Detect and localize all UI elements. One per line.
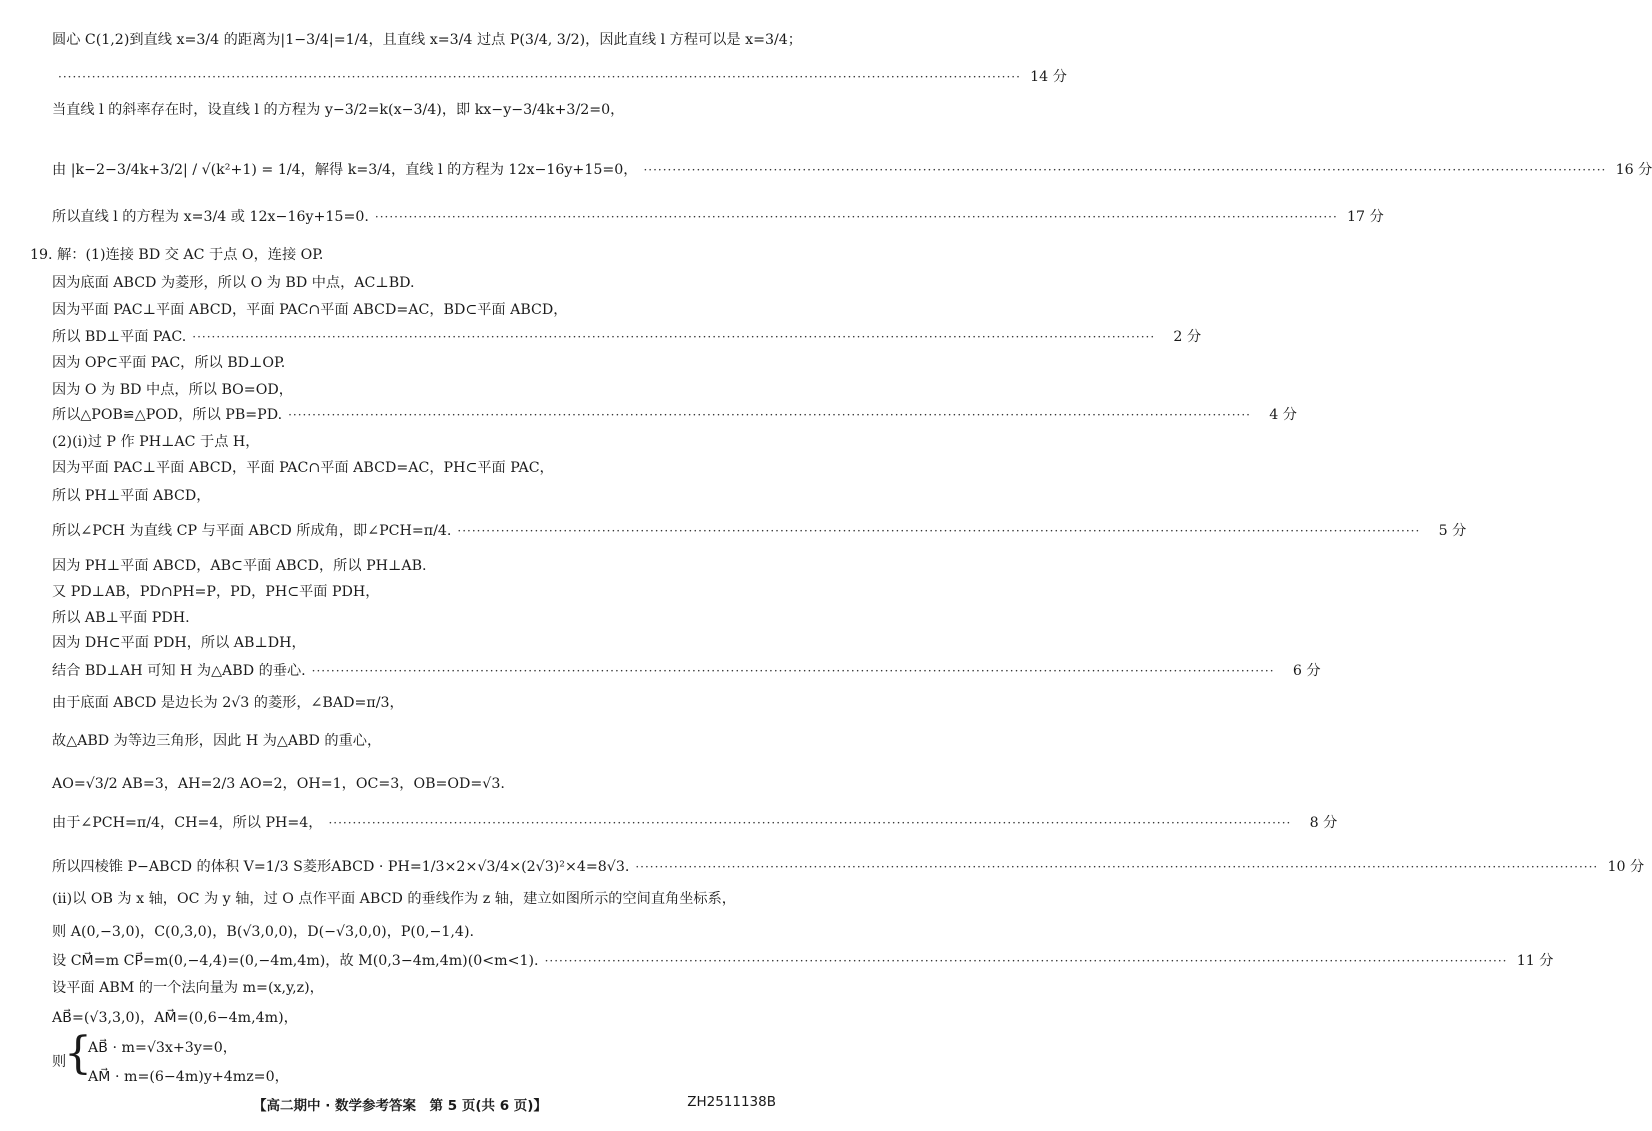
score-mark: 4 分 — [1269, 407, 1297, 423]
score-mark: 6 分 — [1292, 663, 1321, 679]
dot-leader: ········································································································································································································ — [544, 954, 1508, 968]
solution-line — [0, 486, 800, 506]
line-text: 由于∠PCH=π/4，CH=4，所以 PH=4， — [52, 815, 323, 831]
line-text: 所以直线 l 的方程为 x=3/4 或 12x−16y+15=0. — [52, 209, 369, 225]
line-text: (ⅱ)以 OB 为 x 轴，OC 为 y 轴，过 O 点作平面 ABCD 的垂线作为 z 轴，建立如图所示的空间直角坐标系， — [52, 891, 736, 907]
line-text: 所以 PH⊥平面 ABCD， — [52, 488, 211, 504]
solution-line — [0, 731, 800, 751]
line-text: 结合 BD⊥AH 可知 H 为△ABD 的垂心. — [52, 663, 306, 679]
line-text: 故△ABD 为等边三角形，因此 H 为△ABD 的重心， — [52, 733, 382, 749]
dot-leader: ········································································································································································································ — [374, 210, 1338, 224]
line-text: AB⃗=(√3,3,0)，AM⃗=(0,6−4m,4m)， — [52, 1010, 298, 1026]
solution-line — [0, 693, 800, 713]
line-text: 因为 DH⊂平面 PDH，所以 AB⊥DH， — [52, 635, 306, 651]
solution-line — [0, 813, 1338, 833]
score-mark: 8 分 — [1309, 815, 1338, 831]
solution-line — [0, 661, 1321, 681]
page-footer — [0, 1094, 800, 1116]
line-text: AB⃗ · m=√3x+3y=0， — [88, 1040, 237, 1056]
score-mark: 16 分 — [1615, 162, 1652, 178]
footer-title: 【高二期中 · 数学参考答案 第 5 页(共 6 页)】 — [253, 1098, 547, 1114]
system-brace: { — [64, 1028, 92, 1079]
solution-line — [0, 922, 800, 942]
solution-line — [0, 1008, 800, 1028]
line-text: 因为 O 为 BD 中点，所以 BO=OD， — [52, 382, 293, 398]
solution-line — [0, 207, 1384, 227]
line-text: 因为 OP⊂平面 PAC，所以 BD⊥OP. — [52, 355, 286, 371]
score-mark: 11 分 — [1516, 953, 1554, 969]
score-mark: 2 分 — [1173, 329, 1202, 345]
line-text: 所以 AB⊥平面 PDH. — [52, 610, 190, 626]
line-text: 所以∠PCH 为直线 CP 与平面 ABCD 所成角，即∠PCH=π/4. — [52, 523, 452, 539]
solution-line — [0, 300, 800, 320]
line-text: 圆心 C(1,2)到直线 x=3/4 的距离为|1−3/4|=1/4，且直线 x=3/4 过点 P(3/4, 3/2)，因此直线 l 方程可以是 x=3/4； — [52, 32, 802, 48]
line-text: 由 |k−2−3/4k+3/2| / √(k²+1) = 1/4，解得 k=3/4，直线 l 的方程为 12x−16y+15=0， — [52, 162, 638, 178]
line-text: 因为底面 ABCD 为菱形，所以 O 为 BD 中点，AC⊥BD. — [52, 275, 415, 291]
solution-line — [0, 432, 800, 452]
solution-line — [0, 160, 1652, 180]
line-text: 当直线 l 的斜率存在时，设直线 l 的方程为 y−3/2=k(x−3/4)，即 kx−y−3/4k+3/2=0， — [52, 102, 625, 118]
solution-line — [0, 353, 800, 373]
dot-leader: ········································································································································································································ — [311, 664, 1275, 678]
line-text: (2)(ⅰ)过 P 作 PH⊥AC 于点 H， — [52, 434, 260, 450]
solution-line — [0, 521, 1467, 541]
solution-line — [0, 245, 800, 265]
dot-leader: ········································································································································································································ — [643, 163, 1607, 177]
solution-line — [0, 556, 800, 576]
dot-leader: ········································································································································································································ — [192, 330, 1156, 344]
score-mark: 17 分 — [1347, 209, 1384, 225]
line-text: 所以△POB≌△POD，所以 PB=PD. — [52, 407, 283, 423]
score-mark: 5 分 — [1438, 523, 1467, 539]
line-text: 则 A(0,−3,0)，C(0,3,0)，B(√3,0,0)，D(−√3,0,0)，P(0,−1,4). — [52, 924, 474, 940]
line-text: 所以 BD⊥平面 PAC. — [52, 329, 187, 345]
system-label: 则 — [52, 1054, 67, 1070]
solution-line — [0, 582, 800, 602]
dot-leader: ········································································································································································································ — [328, 816, 1292, 830]
score-mark: 10 分 — [1607, 859, 1645, 875]
solution-line — [0, 951, 1554, 971]
line-text: AO=√3/2 AB=3，AH=2/3 AO=2，OH=1，OC=3，OB=OD=√3. — [52, 776, 505, 792]
dot-leader: ········································································································································································································ — [457, 524, 1421, 538]
line-text: AM⃗ · m=(6−4m)y+4mz=0， — [88, 1069, 289, 1085]
solution-line — [0, 458, 800, 478]
solution-line — [0, 67, 1067, 87]
line-text: 设 CM⃗=m CP⃗=m(0,−4,4)=(0,−4m,4m)，故 M(0,3−4m,4m)(0<m<1). — [52, 953, 539, 969]
solution-line — [0, 889, 800, 909]
line-text: 所以四棱锥 P−ABCD 的体积 V=1/3 S菱形ABCD · PH=1/3×2×√3/4×(2√3)²×4=8√3. — [52, 859, 630, 875]
footer-code: ZH2511138B — [687, 1094, 776, 1110]
solution-line — [0, 857, 1645, 877]
line-text: 19. 解：(1)连接 BD 交 AC 于点 O，连接 OP. — [30, 247, 324, 263]
solution-line — [0, 100, 800, 120]
solution-line — [0, 608, 800, 628]
solution-line — [0, 380, 800, 400]
solution-line — [0, 978, 800, 998]
line-text: 因为平面 PAC⊥平面 ABCD，平面 PAC∩平面 ABCD=AC，PH⊂平面 PAC， — [52, 460, 554, 476]
solution-line — [0, 774, 800, 794]
line-text: 因为 PH⊥平面 ABCD，AB⊂平面 ABCD，所以 PH⊥AB. — [52, 558, 427, 574]
line-text: 因为平面 PAC⊥平面 ABCD，平面 PAC∩平面 ABCD=AC，BD⊂平面 ABCD， — [52, 302, 568, 318]
line-text: 由于底面 ABCD 是边长为 2√3 的菱形，∠BAD=π/3， — [52, 695, 404, 711]
solution-line — [0, 273, 800, 293]
score-mark: 14 分 — [1030, 69, 1067, 85]
line-text: 又 PD⊥AB，PD∩PH=P，PD，PH⊂平面 PDH， — [52, 584, 380, 600]
line-text: 设平面 ABM 的一个法向量为 m=(x,y,z)， — [52, 980, 324, 996]
dot-leader: ········································································································································································································ — [58, 70, 1021, 84]
solution-line — [0, 30, 800, 50]
solution-line — [0, 633, 800, 653]
solution-line — [0, 327, 1202, 347]
dot-leader: ········································································································································································································ — [635, 860, 1599, 874]
dot-leader: ········································································································································································································ — [288, 408, 1251, 422]
solution-line — [0, 405, 1297, 425]
